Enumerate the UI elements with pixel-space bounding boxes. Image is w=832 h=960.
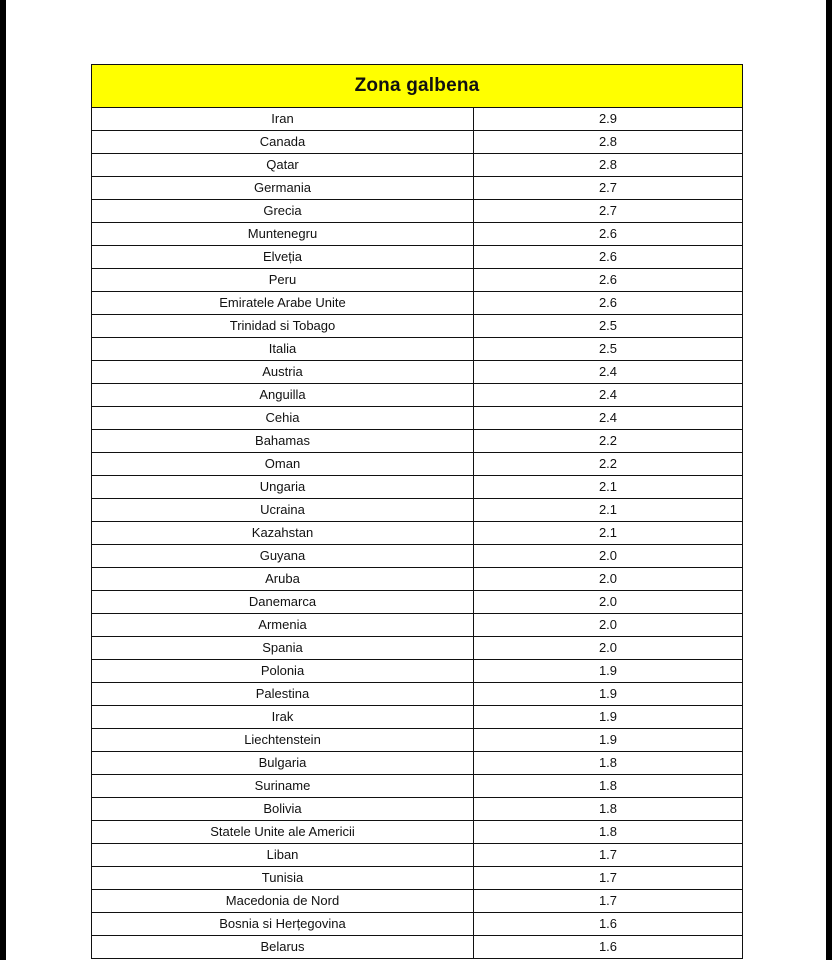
table-row — [92, 430, 743, 453]
value-cell: 2.0 — [474, 568, 743, 591]
table-row — [92, 683, 743, 706]
value-cell: 2.2 — [474, 453, 743, 476]
country-cell: Macedonia de Nord — [92, 890, 474, 913]
table-row — [92, 476, 743, 499]
value-cell: 2.1 — [474, 499, 743, 522]
value-cell: 1.8 — [474, 821, 743, 844]
table-row — [92, 867, 743, 890]
country-cell: Tunisia — [92, 867, 474, 890]
value-cell: 1.6 — [474, 913, 743, 936]
screen-edge-left — [0, 0, 6, 960]
country-cell: Emiratele Arabe Unite — [92, 292, 474, 315]
table-row — [92, 821, 743, 844]
table-row — [92, 591, 743, 614]
country-cell: Kazahstan — [92, 522, 474, 545]
table-row — [92, 637, 743, 660]
value-cell: 2.0 — [474, 614, 743, 637]
country-cell: Armenia — [92, 614, 474, 637]
table-row — [92, 384, 743, 407]
table-row — [92, 752, 743, 775]
table-row — [92, 798, 743, 821]
value-cell: 2.1 — [474, 522, 743, 545]
value-cell: 1.7 — [474, 890, 743, 913]
table-row — [92, 453, 743, 476]
country-cell: Qatar — [92, 154, 474, 177]
country-cell: Bulgaria — [92, 752, 474, 775]
value-cell: 2.4 — [474, 361, 743, 384]
table-row — [92, 361, 743, 384]
table-row — [92, 660, 743, 683]
table-row — [92, 775, 743, 798]
document-table-container — [91, 64, 742, 959]
table-row — [92, 223, 743, 246]
value-cell: 2.4 — [474, 407, 743, 430]
table-row — [92, 936, 743, 959]
value-cell: 2.6 — [474, 246, 743, 269]
value-cell: 2.5 — [474, 338, 743, 361]
table-row — [92, 108, 743, 131]
country-cell: Palestina — [92, 683, 474, 706]
country-cell: Bosnia si Herțegovina — [92, 913, 474, 936]
country-cell: Cehia — [92, 407, 474, 430]
table-row — [92, 545, 743, 568]
value-cell: 2.7 — [474, 200, 743, 223]
country-cell: Italia — [92, 338, 474, 361]
value-cell: 2.7 — [474, 177, 743, 200]
country-cell: Ucraina — [92, 499, 474, 522]
value-cell: 1.9 — [474, 729, 743, 752]
value-cell: 2.2 — [474, 430, 743, 453]
table-row — [92, 200, 743, 223]
table-row — [92, 729, 743, 752]
value-cell: 2.0 — [474, 591, 743, 614]
country-cell: Austria — [92, 361, 474, 384]
table-row — [92, 246, 743, 269]
table-row — [92, 177, 743, 200]
table-row — [92, 890, 743, 913]
country-cell: Grecia — [92, 200, 474, 223]
value-cell: 2.1 — [474, 476, 743, 499]
country-cell: Bahamas — [92, 430, 474, 453]
table-row — [92, 154, 743, 177]
table-row — [92, 315, 743, 338]
country-cell: Danemarca — [92, 591, 474, 614]
table-row — [92, 522, 743, 545]
value-cell: 2.0 — [474, 545, 743, 568]
country-cell: Germania — [92, 177, 474, 200]
value-cell: 1.7 — [474, 867, 743, 890]
country-cell: Polonia — [92, 660, 474, 683]
country-cell: Ungaria — [92, 476, 474, 499]
country-cell: Belarus — [92, 936, 474, 959]
country-cell: Aruba — [92, 568, 474, 591]
table-row — [92, 568, 743, 591]
country-cell: Trinidad si Tobago — [92, 315, 474, 338]
value-cell: 1.8 — [474, 752, 743, 775]
country-cell: Canada — [92, 131, 474, 154]
value-cell: 2.9 — [474, 108, 743, 131]
country-cell: Suriname — [92, 775, 474, 798]
country-cell: Elveția — [92, 246, 474, 269]
value-cell: 1.9 — [474, 683, 743, 706]
table-row — [92, 407, 743, 430]
country-cell: Liechtenstein — [92, 729, 474, 752]
table-row — [92, 292, 743, 315]
country-cell: Muntenegru — [92, 223, 474, 246]
value-cell: 2.6 — [474, 292, 743, 315]
value-cell: 2.4 — [474, 384, 743, 407]
value-cell: 2.6 — [474, 269, 743, 292]
value-cell: 1.7 — [474, 844, 743, 867]
table-row — [92, 269, 743, 292]
value-cell: 2.8 — [474, 154, 743, 177]
screen-edge-right — [826, 0, 832, 960]
table-body — [92, 108, 743, 959]
table-header-row — [92, 65, 743, 108]
country-cell: Iran — [92, 108, 474, 131]
table-row — [92, 499, 743, 522]
value-cell: 2.5 — [474, 315, 743, 338]
country-cell: Peru — [92, 269, 474, 292]
value-cell: 2.8 — [474, 131, 743, 154]
country-cell: Guyana — [92, 545, 474, 568]
value-cell: 1.6 — [474, 936, 743, 959]
table-row — [92, 131, 743, 154]
table-row — [92, 614, 743, 637]
yellow-zone-table — [91, 64, 743, 959]
table-row — [92, 706, 743, 729]
value-cell: 1.8 — [474, 775, 743, 798]
country-cell: Irak — [92, 706, 474, 729]
table-row — [92, 338, 743, 361]
country-cell: Anguilla — [92, 384, 474, 407]
table-row — [92, 913, 743, 936]
table-title: Zona galbena — [92, 65, 743, 108]
country-cell: Bolivia — [92, 798, 474, 821]
value-cell: 2.0 — [474, 637, 743, 660]
value-cell: 1.9 — [474, 706, 743, 729]
value-cell: 1.8 — [474, 798, 743, 821]
country-cell: Statele Unite ale Americii — [92, 821, 474, 844]
country-cell: Oman — [92, 453, 474, 476]
table-row — [92, 844, 743, 867]
country-cell: Spania — [92, 637, 474, 660]
value-cell: 2.6 — [474, 223, 743, 246]
value-cell: 1.9 — [474, 660, 743, 683]
country-cell: Liban — [92, 844, 474, 867]
